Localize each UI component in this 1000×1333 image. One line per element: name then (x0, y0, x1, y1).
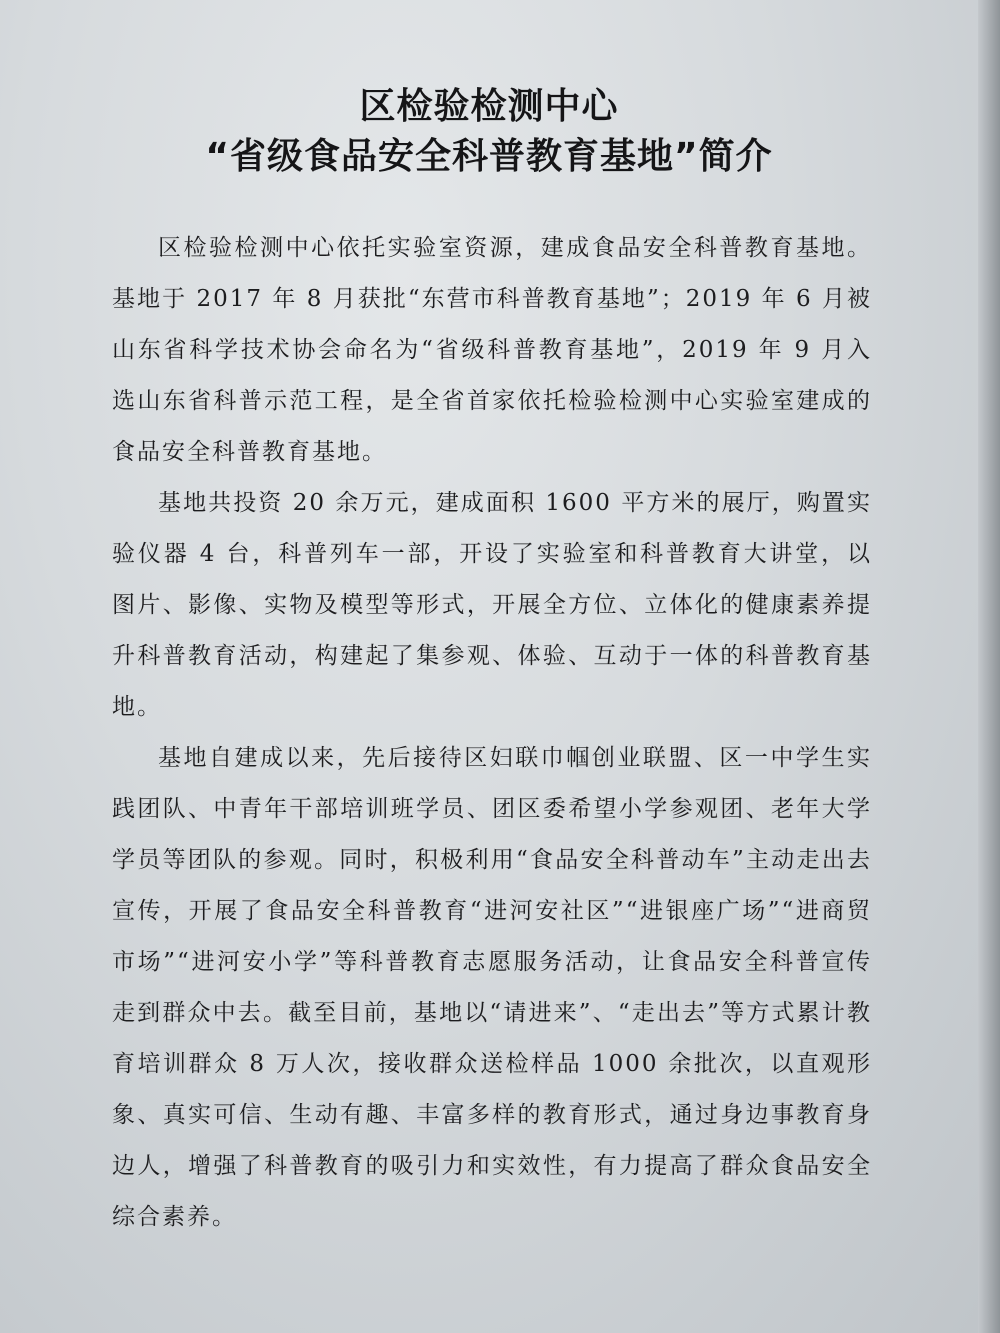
paragraph-investment: 基地共投资 20 余万元，建成面积 1600 平方米的展厅，购置实验仪器 4 台，科普列车一部，开设了实验室和科普教育大讲堂，以图片、影像、实物及模型等形式，开展全方位、立体化的健康素养提升科普教育活动，构建起了集参观、体验、互动于一体的科普教育基地。 (112, 490, 872, 720)
document-body (112, 223, 872, 1243)
paragraph-activities: 基地自建成以来，先后接待区妇联巾帼创业联盟、区一中学生实践团队、中青年干部培训班学员、团区委希望小学参观团、老年大学学员等团队的参观。同时，积极利用“食品安全科普动车”主动走出去宣传，开展了食品安全科普教育“进河安社区”“进银座广场”“进商贸市场”“进河安小学”等科普教育志愿服务活动，让食品安全科普宣传走到群众中去。截至目前，基地以“请进来”、“走出去”等方式累计教育培训群众 8 万人次，接收群众送检样品 1000 余批次，以直观形象、真实可信、生动有趣、丰富多样的教育形式，通过身边事教育身边人，增强了科普教育的吸引力和实效性，有力提高了群众食品安全综合素养。 (112, 745, 872, 1230)
title-line-1: 区检验检测中心 (359, 86, 619, 127)
title-line-2: “省级食品安全科普教育基地”简介 (205, 136, 773, 177)
page-edge-shadow (978, 0, 1000, 1333)
paragraph-intro: 区检验检测中心依托实验室资源，建成食品安全科普教育基地。基地于 2017 年 8 月获批“东营市科普教育基地”；2019 年 6 月被山东省科学技术协会命名为“省级科普教育基地”，2019 年 9 月入选山东省科普示范工程，是全省首家依托检验检测中心实验室建成的食品安全科普教育基地。 (112, 235, 872, 465)
